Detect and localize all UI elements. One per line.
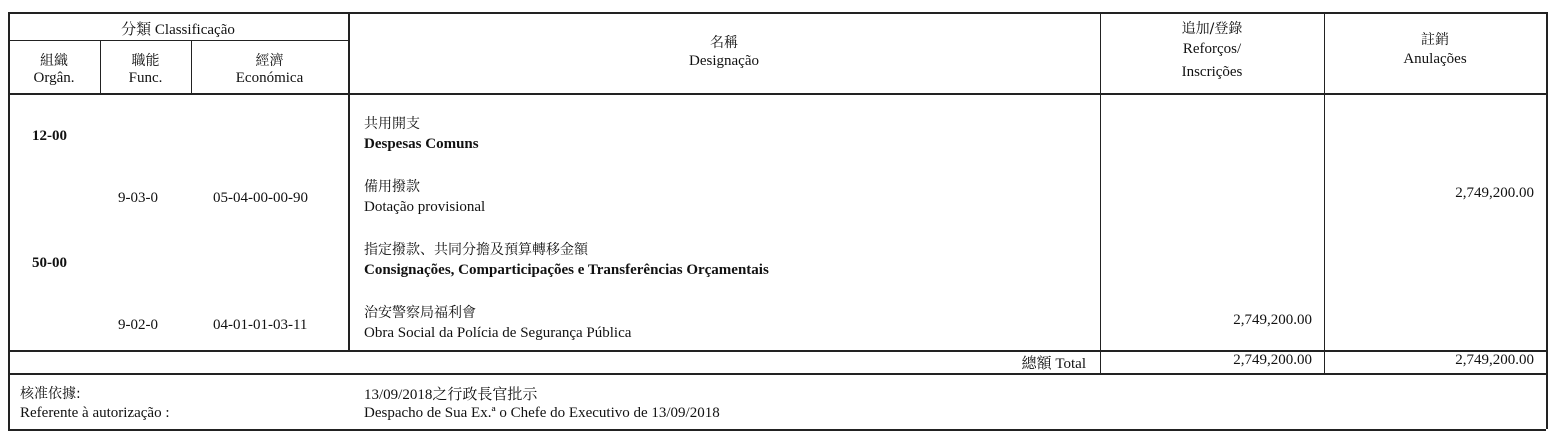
header-func-pt: Func. [128, 70, 163, 86]
header-bottom-border [8, 93, 1546, 95]
row-func: 9-02-0 [118, 317, 158, 333]
header-econ-zh: 經濟 [255, 53, 284, 69]
row-anulacoes: 2,749,200.00 [1455, 185, 1534, 201]
header-anul-zh: 註銷 [1421, 32, 1449, 48]
classification-divider [8, 40, 348, 41]
row-design-zh: 治安警察局福利會 [364, 305, 476, 321]
table-right-border [1546, 12, 1548, 429]
row-econ: 05-04-00-00-90 [213, 190, 308, 206]
header-design-zh: 名稱 [710, 35, 738, 51]
row-organ: 50-00 [32, 255, 67, 271]
footer-value-zh: 13/09/2018之行政長官批示 [364, 387, 538, 403]
row-design-pt: Dotação provisional [364, 199, 486, 215]
header-reforcos-zh: 追加/登錄 [1181, 21, 1243, 37]
footer-label-pt: Referente à autorização : [20, 405, 170, 421]
row-organ: 12-00 [32, 128, 67, 144]
table-bottom-border [8, 429, 1546, 431]
header-design-pt: Designação [689, 53, 759, 69]
header-organ-zh: 組織 [40, 53, 68, 69]
row-design-pt: Despesas Comuns [364, 136, 479, 152]
total-reforcos: 2,749,200.00 [1233, 352, 1312, 368]
header-reforcos-pt1: Reforços/ [1182, 41, 1242, 57]
header-econ-pt: Económica [235, 70, 304, 86]
row-design-zh: 指定撥款、共同分擔及預算轉移金額 [364, 242, 588, 258]
header-classification: 分類 Classificação [121, 22, 235, 38]
total-anulacoes: 2,749,200.00 [1455, 352, 1534, 368]
row-reforcos: 2,749,200.00 [1233, 312, 1312, 328]
row-func: 9-03-0 [118, 190, 158, 206]
header-reforcos-pt2: Inscrições [1181, 64, 1243, 80]
row-design-pt: Consignações, Comparticipações e Transferências Orçamentais [364, 262, 769, 278]
row-design-zh: 共用開支 [364, 116, 420, 132]
header-anul-pt: Anulações [1403, 51, 1467, 67]
total-label: 總額 Total [1021, 356, 1086, 372]
total-bottom-border [8, 373, 1546, 375]
footer-label-zh: 核准依據: [20, 386, 81, 402]
header-organ-pt: Orgân. [33, 70, 75, 86]
table-top-border [8, 12, 1546, 14]
row-econ: 04-01-01-03-11 [213, 317, 308, 333]
footer-value-pt: Despacho de Sua Ex.ª o Chefe do Executivo de 13/09/2018 [364, 405, 720, 421]
row-design-zh: 備用撥款 [364, 179, 420, 195]
row-design-pt: Obra Social da Polícia de Segurança Pública [364, 325, 632, 341]
header-func-zh: 職能 [131, 53, 160, 69]
